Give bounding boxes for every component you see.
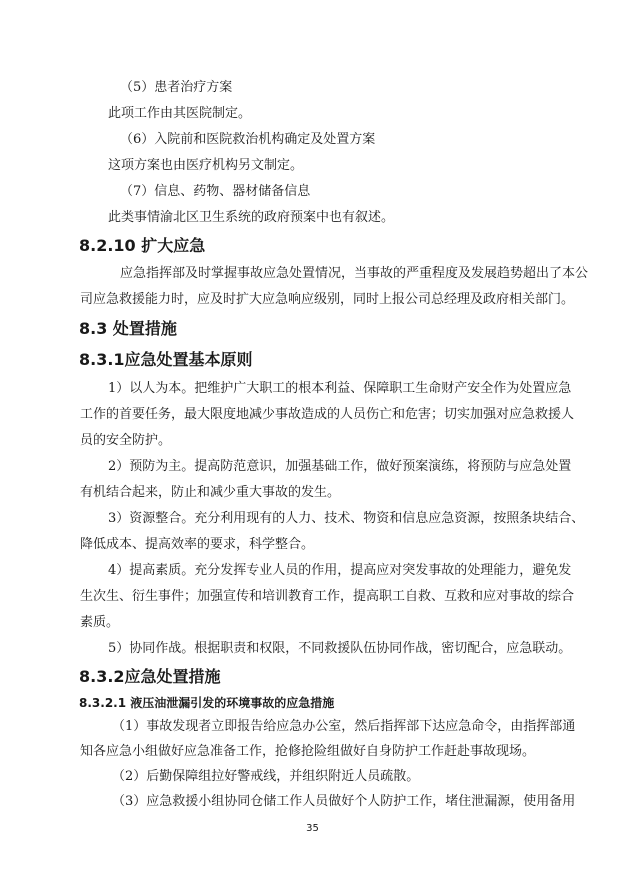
measure-line: （1）事故发现者立即报告给应急办公室，然后指挥部下达应急命令，由指挥部通: [112, 719, 576, 734]
item-7-text: 此类事情渝北区卫生系统的政府预案中也有叙述。: [108, 210, 395, 225]
section-heading-8-3-2: 8.3.2应急处置措施: [79, 667, 221, 686]
principle-4-line: 素质。: [80, 615, 120, 630]
paragraph-line: 司应急救援能力时，应及时扩大应急响应级别，同时上报公司总经理及政府相关部门。: [80, 292, 575, 307]
section-heading-8-2-10: 8.2.10 扩大应急: [79, 236, 206, 255]
section-heading-8-3: 8.3 处置措施: [79, 319, 177, 338]
measure-line: （2）后勤保障组拉好警戒线，并组织附近人员疏散。: [112, 769, 420, 784]
item-6-text: 这项方案也由医疗机构另文制定。: [108, 158, 304, 173]
principle-1-line: 工作的首要任务，最大限度地减少事故造成的人员伤亡和危害；切实加强对应急救援人: [80, 407, 575, 422]
paragraph-line: 应急指挥部及时掌握事故应急处置情况，当事故的严重程度及发展趋势超出了本公: [120, 266, 589, 281]
section-heading-8-3-1: 8.3.1应急处置基本原则: [79, 350, 253, 369]
principle-2-line: 有机结合起来，防止和减少重大事故的发生。: [80, 485, 341, 500]
measure-line: 知各应急小组做好应急准备工作，抢修抢险组做好自身防护工作赶赴事故现场。: [80, 744, 536, 759]
item-6-heading: （6）入院前和医院救治机构确定及处置方案: [120, 132, 376, 147]
principle-3-line: 3）资源整合。充分利用现有的人力、技术、物资和信息应急资源，按照条块结合、: [108, 511, 585, 526]
principle-3-line: 降低成本、提高效率的要求，科学整合。: [80, 537, 315, 552]
principle-1-line: 员的安全防护。: [80, 433, 172, 448]
item-7-heading: （7）信息、药物、器材储备信息: [120, 184, 311, 199]
section-heading-8-3-2-1: 8.3.2.1 液压油泄漏引发的环境事故的应急措施: [79, 696, 335, 710]
principle-1-line: 1）以人为本。把维护广大职工的根本利益、保障职工生命财产安全作为处置应急: [108, 381, 572, 396]
page-number: 35: [306, 823, 319, 834]
principle-2-line: 2）预防为主。提高防范意识，加强基础工作，做好预案演练，将预防与应急处置: [108, 459, 572, 474]
principle-4-line: 生次生、衍生事件；加强宣传和培训教育工作，提高职工自救、互救和应对事故的综合: [80, 589, 575, 604]
item-5-text: 此项工作由其医院制定。: [108, 106, 252, 121]
measure-line: （3）应急救援小组协同仓储工作人员做好个人防护工作，堵住泄漏源，使用备用: [112, 794, 576, 809]
principle-4-line: 4）提高素质。充分发挥专业人员的作用，提高应对突发事故的处理能力，避免发: [108, 563, 572, 578]
principle-5-line: 5）协同作战。根据职责和权限，不同救援队伍协同作战，密切配合，应急联动。: [108, 641, 572, 656]
item-5-heading: （5）患者治疗方案: [120, 80, 233, 95]
